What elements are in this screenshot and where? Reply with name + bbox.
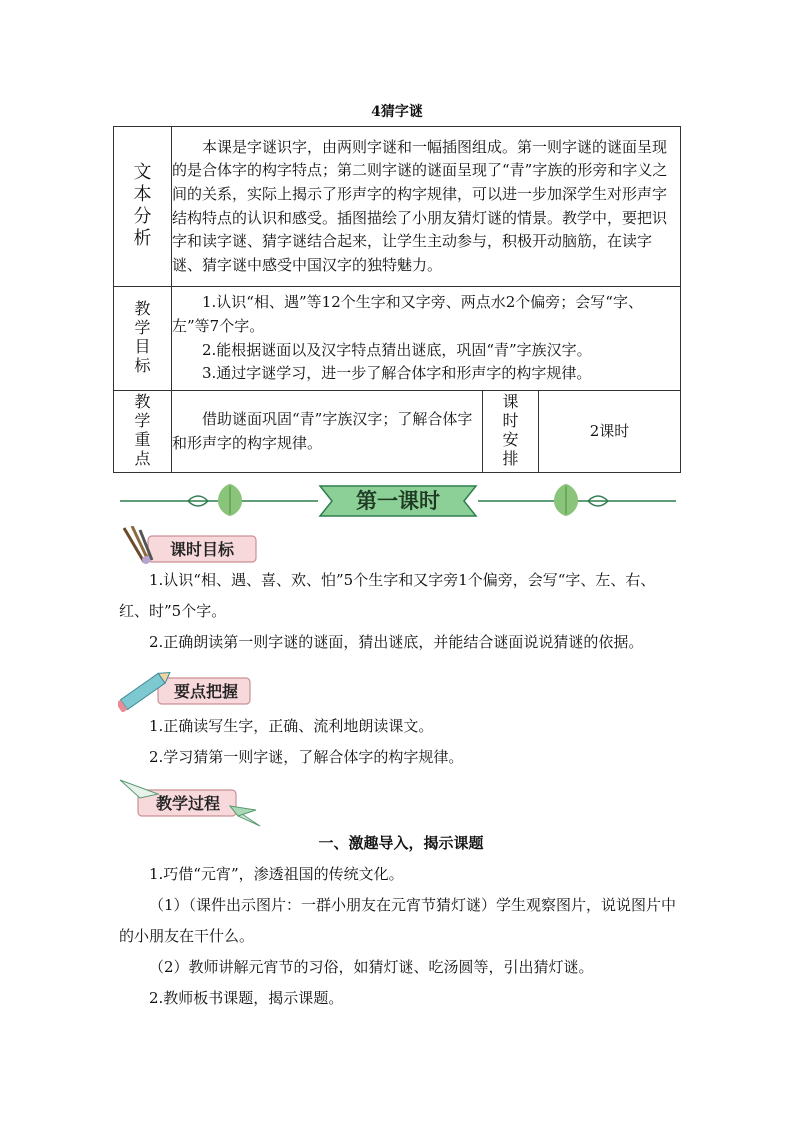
goal-item: 2.能根据谜面以及汉字特点猜出谜底，巩固“青”字族汉字。 bbox=[202, 340, 592, 359]
analysis-row bbox=[114, 127, 681, 287]
leaf-left-icon bbox=[218, 484, 242, 516]
keypoints-cell bbox=[172, 391, 483, 473]
goals-row bbox=[114, 287, 681, 391]
process-label bbox=[118, 776, 268, 828]
analysis-label-cell bbox=[114, 127, 172, 287]
process-item: 2.教师板书课题，揭示课题。 bbox=[149, 989, 344, 1007]
goals-cell bbox=[172, 287, 681, 391]
key-point-item: 2.学习猜第一则字谜，了解合体字的构字规律。 bbox=[149, 748, 464, 766]
keypoints-label: 教学重点 bbox=[134, 391, 151, 468]
process-content bbox=[119, 828, 683, 1014]
analysis-label: 文本分析 bbox=[133, 161, 152, 249]
keypoints-row bbox=[114, 391, 681, 473]
process-title: 教学过程 bbox=[155, 794, 221, 813]
key-points-content bbox=[119, 711, 683, 773]
process-item: 1.巧借“元宵”，渗透祖国的传统文化。 bbox=[149, 865, 404, 883]
key-point-item: 1.正确读写生字，正确、流利地朗读课文。 bbox=[149, 717, 434, 735]
lesson-goal-item: 1.认识“相、遇、喜、欢、怕”5个生字和又字旁1个偏旁，会写“字、左、右、红、时”5个字。 bbox=[119, 571, 656, 620]
lesson-info-table bbox=[113, 126, 681, 473]
key-points-title: 要点把握 bbox=[173, 682, 239, 701]
pencil-icon bbox=[118, 662, 268, 712]
goal-item: 3.通过字谜学习，进一步了解合体字和形声字的构字规律。 bbox=[202, 364, 592, 383]
goal-item: 1.认识“相、遇”等12个生字和又字旁、两点水2个偏旁；会写“字、左”等7个字。 bbox=[172, 293, 643, 335]
lesson-goals-content bbox=[119, 565, 683, 658]
schedule-label: 课时安排 bbox=[502, 391, 519, 468]
process-item: （2）教师讲解元宵节的习俗，如猜灯谜、吃汤圆等，引出猜灯谜。 bbox=[149, 958, 594, 976]
lesson-banner bbox=[118, 480, 678, 522]
keypoints-text: 借助谜面巩固“青”字族汉字；了解合体字和形声字的构字规律。 bbox=[172, 409, 473, 452]
schedule-value: 2课时 bbox=[589, 421, 630, 440]
analysis-cell bbox=[172, 127, 681, 287]
key-points-label bbox=[118, 662, 268, 712]
lesson-goals-title: 课时目标 bbox=[169, 540, 235, 559]
process-heading: 一、激趣导入，揭示课题 bbox=[318, 834, 484, 852]
keypoints-label-cell bbox=[114, 391, 172, 473]
goals-label-cell bbox=[114, 287, 172, 391]
lesson-goal-item: 2.正确朗读第一则字谜的谜面，猜出谜底，并能结合谜面说说猜谜的依据。 bbox=[149, 633, 644, 651]
goals-label: 教学目标 bbox=[134, 298, 151, 375]
page-title: 4猜字谜 bbox=[371, 104, 423, 120]
analysis-text: 本课是字谜识字，由两则字谜和一幅插图组成。第一则字谜的谜面呈现的是合体字的构字特点；第二则字谜的谜面呈现了“青”字族的形旁和字义之间的关系，实际上揭示了形声字的构字规律，可以进一步加深学生对形声字结构特点的认识和感受。插图描绘了小朋友猜灯谜的情景。教学中，要把识字和读字谜、猜字谜结合起来，让学生主动参与，积极开动脑筋，在读字谜、猜字谜中感受中国汉字的独特魅力。 bbox=[172, 137, 668, 274]
leaf-right-icon bbox=[554, 484, 578, 516]
schedule-value-cell bbox=[539, 391, 681, 473]
lesson-goals-label bbox=[118, 526, 268, 566]
banner-ornament bbox=[118, 480, 678, 522]
paper-plane-icon bbox=[118, 776, 268, 828]
banner-text: 第一课时 bbox=[356, 488, 440, 513]
process-item: （1）（课件出示图片：一群小朋友在元宵节猜灯谜）学生观察图片，说说图片中的小朋友在干什么。 bbox=[119, 896, 677, 945]
brushes-icon bbox=[118, 526, 268, 566]
schedule-label-cell bbox=[483, 391, 539, 473]
